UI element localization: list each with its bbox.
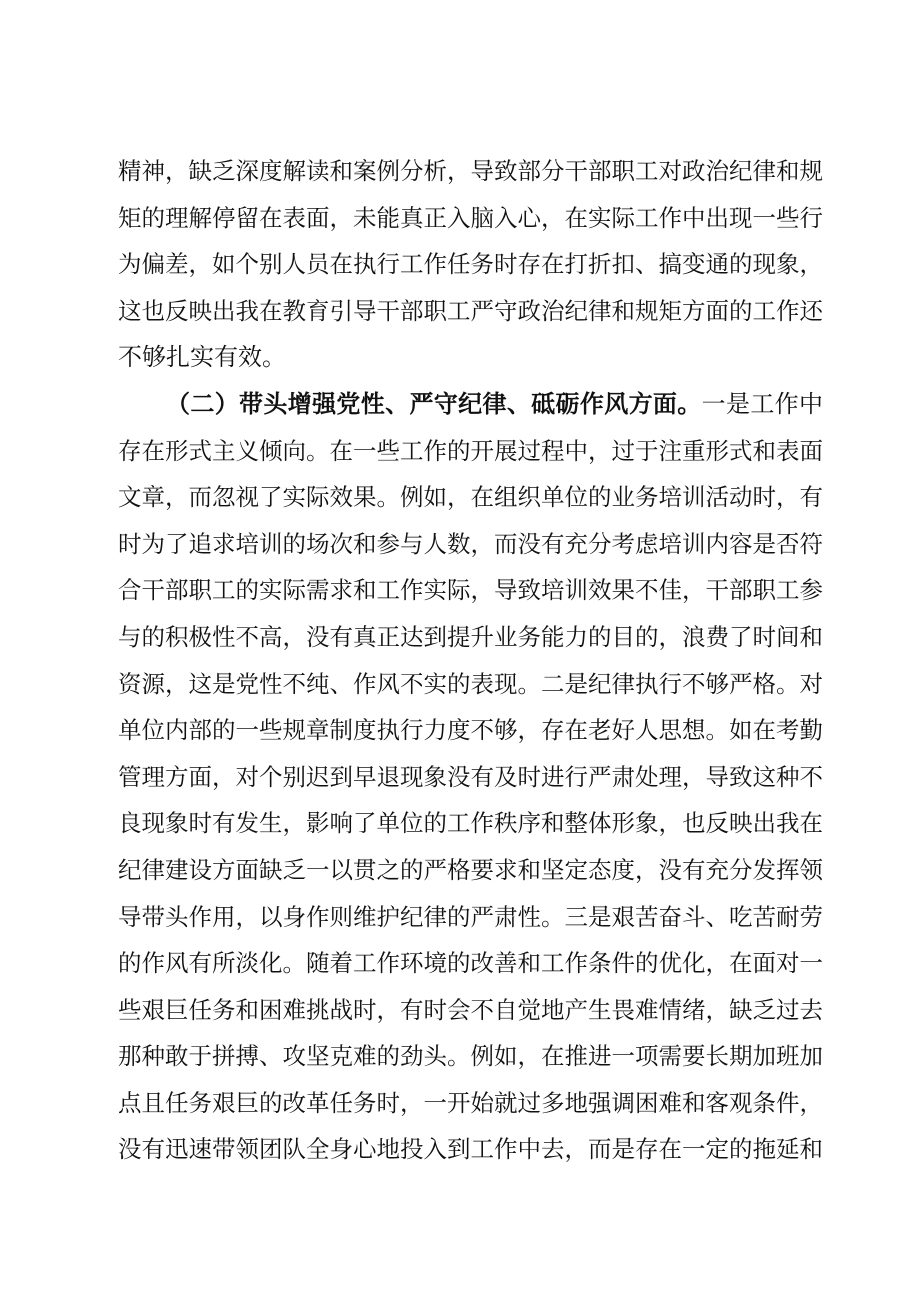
text-line: 文章，而忽视了实际效果。例如，在组织单位的业务培训活动时，有 <box>118 483 823 512</box>
paragraph-2 <box>118 381 823 1173</box>
section-heading-line <box>118 381 823 428</box>
text-line: 为偏差，如个别人员在执行工作任务时存在打折扣、搞变通的现象， <box>118 250 823 279</box>
text-line: 导带头作用，以身作则维护纪律的严肃性。三是艰苦奋斗、吃苦耐劳 <box>118 902 823 931</box>
text-line: 的作风有所淡化。随着工作环境的改善和工作条件的优化，在面对一 <box>118 949 823 978</box>
text-line: 这也反映出我在教育引导干部职工严守政治纪律和规矩方面的工作还 <box>118 296 823 325</box>
text-line: 点且任务艰巨的改革任务时，一开始就过多地强调困难和客观条件， <box>118 1088 823 1117</box>
text-line: 管理方面，对个别迟到早退现象没有及时进行严肃处理，导致这种不 <box>118 762 823 791</box>
text-line: 纪律建设方面缺乏一以贯之的严格要求和坚定态度，没有充分发挥领 <box>118 855 823 884</box>
text-line: 单位内部的一些规章制度执行力度不够，存在老好人思想。如在考勤 <box>118 716 823 745</box>
paragraph-1 <box>118 148 823 381</box>
document-page <box>118 148 823 1173</box>
text-line: 精神，缺乏深度解读和案例分析，导致部分干部职工对政治纪律和规 <box>118 157 823 185</box>
text-line: 没有迅速带领团队全身心地投入到工作中去，而是存在一定的拖延和 <box>118 1135 823 1164</box>
text-line: 时为了追求培训的场次和参与人数，而没有充分考虑培训内容是否符 <box>118 529 823 558</box>
text-line: 合干部职工的实际需求和工作实际，导致培训效果不佳，干部职工参 <box>118 576 823 605</box>
text-line: 存在形式主义倾向。在一些工作的开展过程中，过于注重形式和表面 <box>118 436 823 465</box>
text-line: 那种敢于拼搏、攻坚克难的劲头。例如，在推进一项需要长期加班加 <box>118 1042 823 1071</box>
text-line: 资源，这是党性不纯、作风不实的表现。二是纪律执行不够严格。对 <box>118 669 823 698</box>
text-line: 与的积极性不高，没有真正达到提升业务能力的目的，浪费了时间和 <box>118 622 823 651</box>
text-line: 些艰巨任务和困难挑战时，有时会不自觉地产生畏难情绪，缺乏过去 <box>118 995 823 1024</box>
text-line: 不够扎实有效。 <box>118 343 286 372</box>
section-heading: （二）带头增强党性、严守纪律、砥砺作风方面。 <box>166 389 702 418</box>
text-line: 良现象时有发生，影响了单位的工作秩序和整体形象，也反映出我在 <box>118 809 823 838</box>
text-run: 一是工作中 <box>701 389 824 418</box>
text-line: 矩的理解停留在表面，未能真正入脑入心，在实际工作中出现一些行 <box>118 203 823 232</box>
